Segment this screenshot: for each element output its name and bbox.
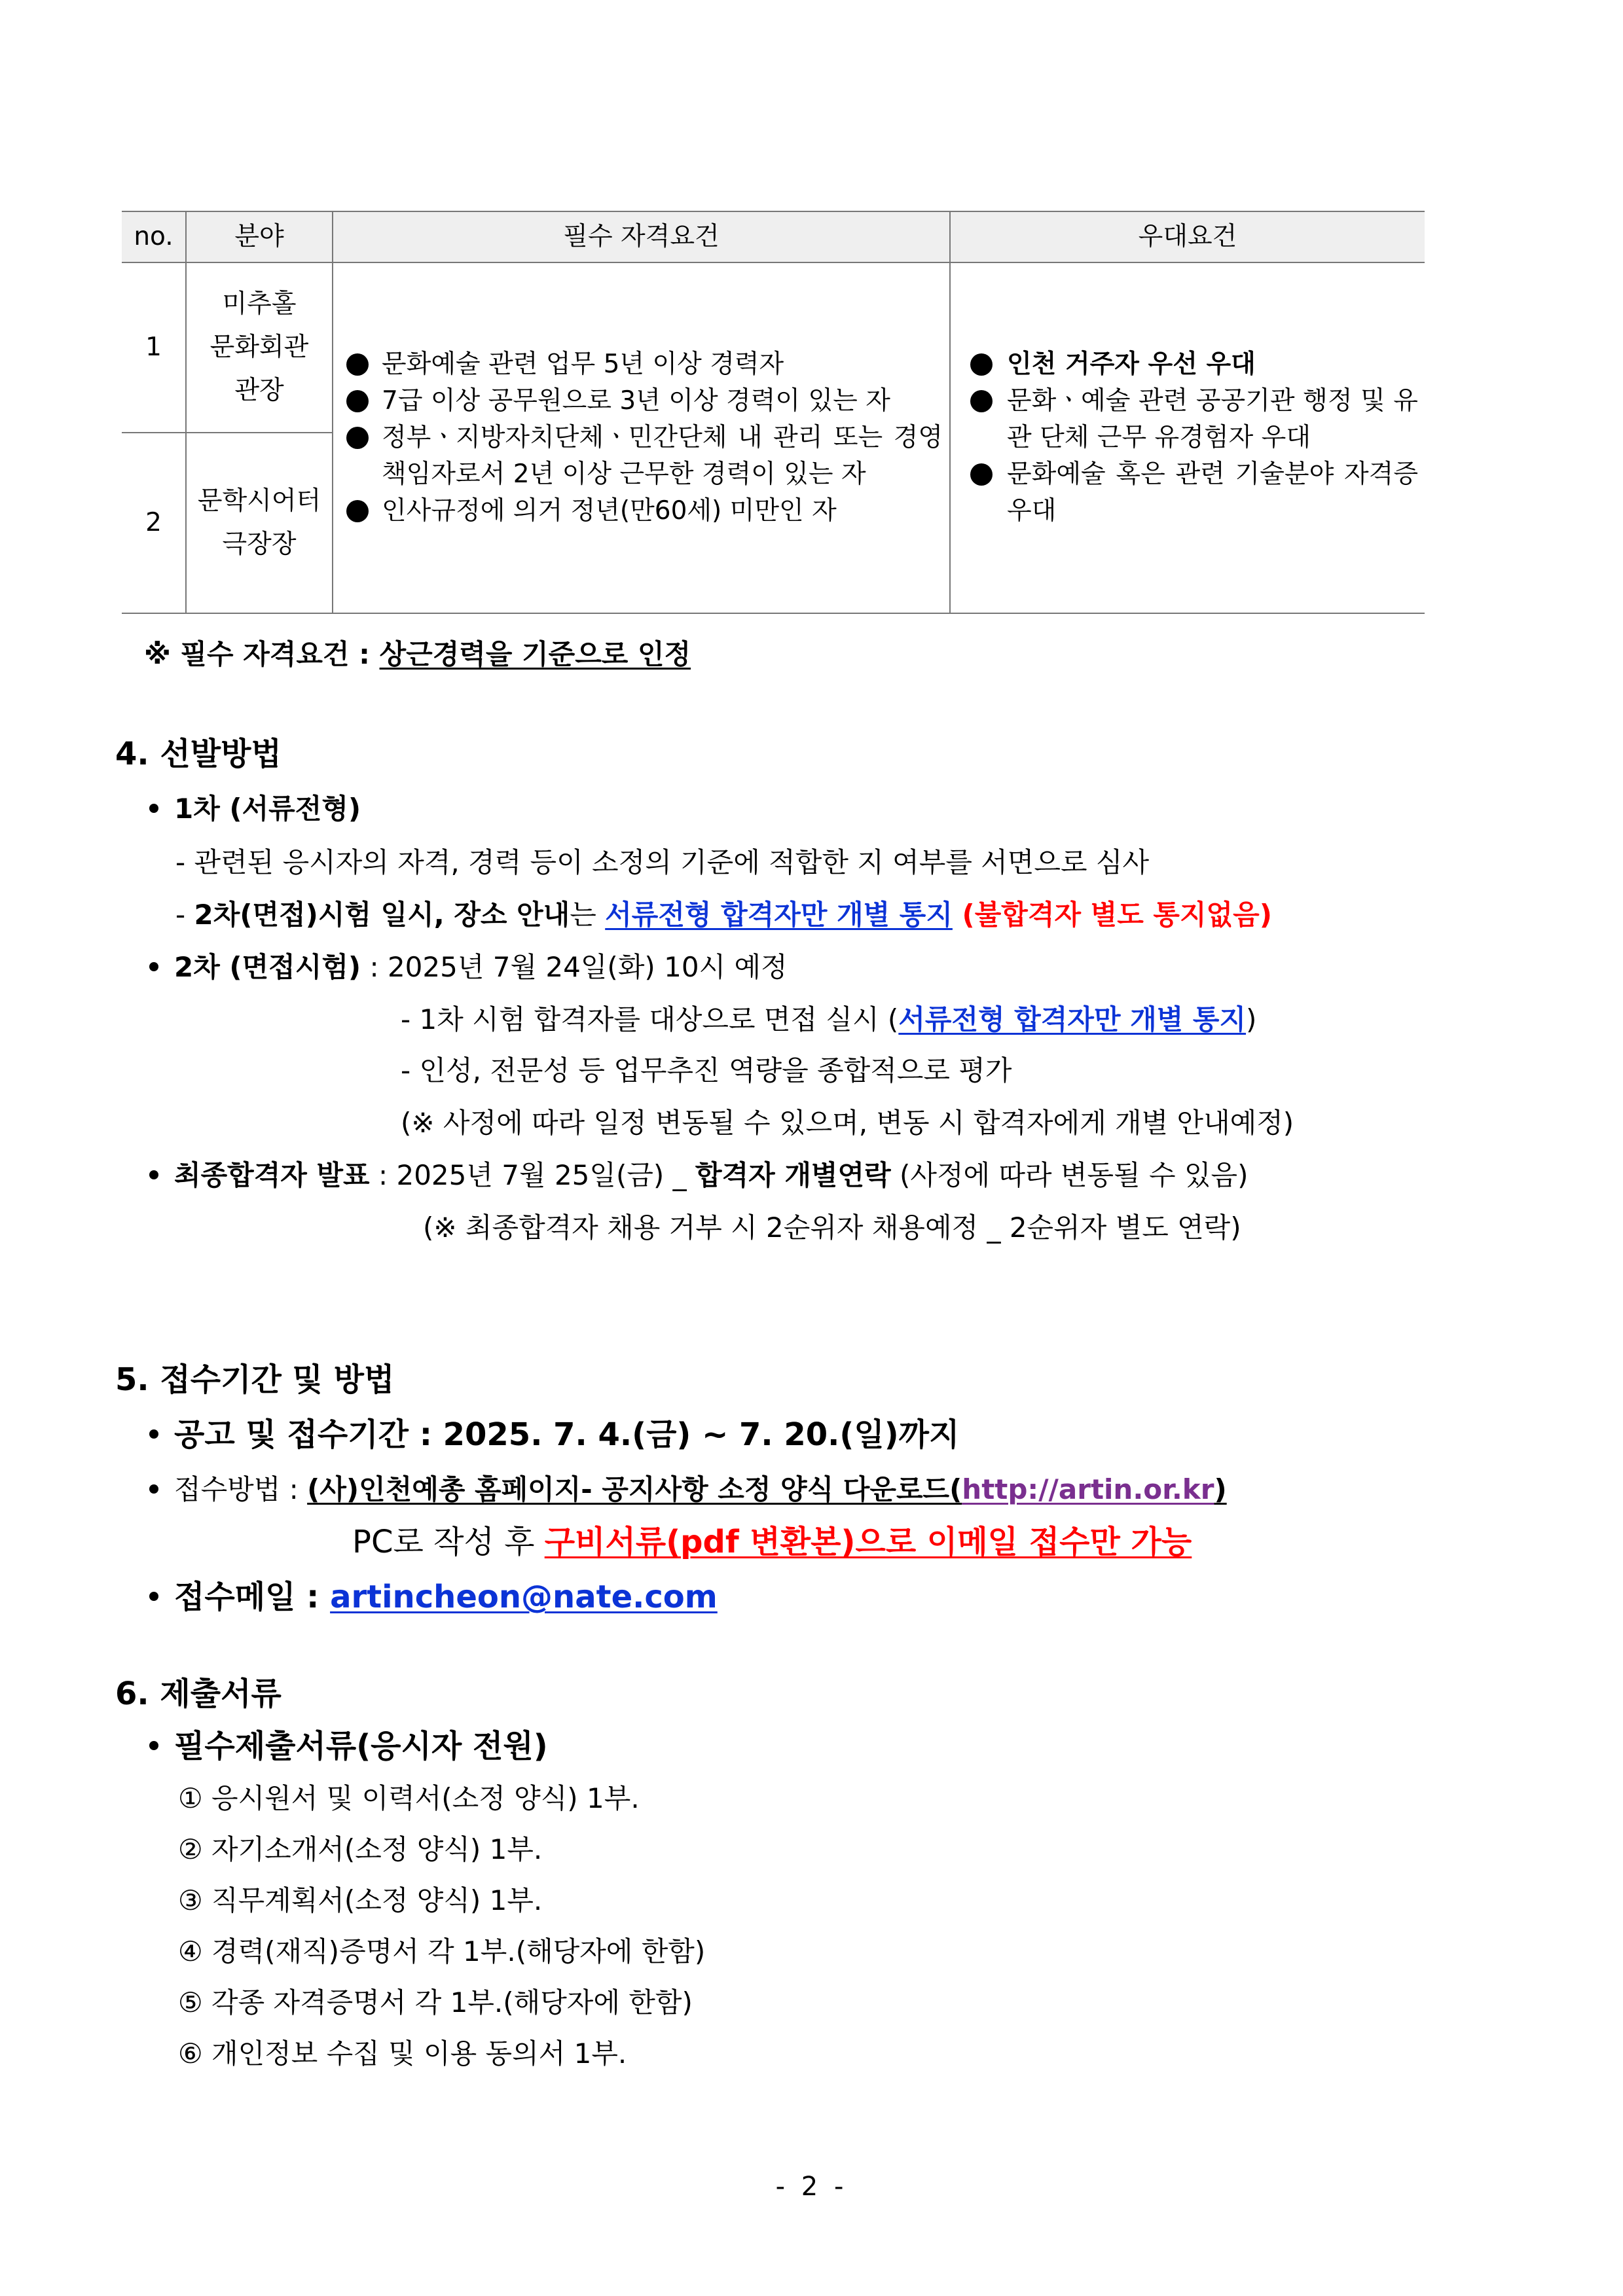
- step1-line2: [175, 897, 1272, 933]
- method-line2: [352, 1524, 1192, 1562]
- doc-item: ⑤ 각종 자격증명서 각 1부.(해당자에 한함): [178, 1986, 693, 2018]
- homepage-link[interactable]: http://artin.or.kr: [962, 1473, 1214, 1505]
- final-label: 최종합격자 발표: [174, 1159, 370, 1191]
- row-field: [186, 433, 333, 613]
- field-line: 미추홀: [222, 289, 297, 319]
- doc-item: ② 자기소개서(소정 양식) 1부.: [178, 1833, 543, 1865]
- method-close: ): [1214, 1473, 1227, 1505]
- header-no: no.: [122, 211, 186, 262]
- step2-line1-prefix: - 1차 시험 합격자를 대상으로 면접 실시 (: [401, 1003, 899, 1035]
- row-no: 1: [122, 262, 186, 433]
- step2-line1-notice: 서류전형 합격자만 개별 통지: [898, 1003, 1247, 1035]
- bullet-dot-icon: [149, 1170, 158, 1179]
- section5-heading: 5. 접수기간 및 방법: [115, 1361, 395, 1398]
- list-item: 7급 이상 공무원으로 3년 이상 경력이 있는 자: [344, 383, 943, 420]
- table-row: [122, 262, 1425, 433]
- list-item: 인천 거주자 우선 우대: [970, 346, 1418, 383]
- step2-label: 2차 (면접시험): [174, 951, 361, 983]
- list-item: 정부ㆍ지방자치단체ㆍ민간단체 내 관리 또는 경영책임자로서 2년 이상 근무한 경력이 있는 자: [344, 420, 943, 493]
- step2-item: [149, 949, 788, 986]
- docs-sub-label: 필수제출서류(응시자 전원): [174, 1728, 548, 1765]
- email-label: 접수메일 :: [174, 1579, 331, 1615]
- period-text: 공고 및 접수기간 : 2025. 7. 4.(금) ~ 7. 20.(일)까지: [174, 1416, 960, 1453]
- doc-item: ③ 직무계획서(소정 양식) 1부.: [178, 1884, 543, 1916]
- pass-notice: 서류전형 합격자만 개별 통지: [605, 899, 953, 931]
- bullet-dot-icon: [149, 804, 158, 813]
- required-cell: [333, 262, 950, 613]
- step1-item: [149, 791, 361, 827]
- section4-heading: 4. 선발방법: [115, 736, 282, 772]
- step2-line1-suffix: ): [1246, 1003, 1257, 1035]
- bullet-dot-icon: [149, 1592, 158, 1601]
- header-preferred: 우대요건: [950, 211, 1425, 262]
- period-item: [149, 1416, 959, 1453]
- doc-item: ④ 경력(재직)증명서 각 1부.(해당자에 한함): [178, 1935, 706, 1967]
- bullet-dot-icon: [149, 1429, 158, 1439]
- final-contact: 합격자 개별연락: [695, 1159, 891, 1191]
- method-label: 접수방법 :: [174, 1473, 308, 1505]
- requirements-table: [122, 211, 1425, 614]
- method-line2-red: 구비서류(pdf 변환본)으로 이메일 접수만 가능: [544, 1524, 1192, 1560]
- method-line2-prefix: PC로 작성 후: [352, 1524, 545, 1560]
- preferred-cell: [950, 262, 1425, 613]
- step2-line1: [401, 1001, 1256, 1038]
- step2-date: : 2025년 7월 24일(화) 10시 예정: [361, 951, 788, 983]
- final-item: [149, 1157, 1248, 1194]
- preferred-list: [970, 346, 1418, 529]
- final-date: : 2025년 7월 25일(금) _: [369, 1159, 696, 1191]
- section6-heading: 6. 제출서류: [115, 1676, 282, 1712]
- email-item: [149, 1579, 718, 1615]
- final-note: (※ 최종합격자 채용 거부 시 2순위자 채용예정 _ 2순위자 별도 연락): [423, 1211, 1241, 1244]
- method-item: [149, 1471, 1227, 1508]
- email-link[interactable]: artincheon@nate.com: [330, 1579, 718, 1615]
- step2-line3: (※ 사정에 따라 일정 변동될 수 있으며, 변동 시 합격자에게 개별 안내예정): [401, 1107, 1294, 1139]
- method-bold: (사)인천예총 홈페이지- 공지사항 소정 양식 다운로드(: [307, 1473, 962, 1505]
- required-list: [344, 346, 943, 529]
- note-underlined: 상근경력을 기준으로 인정: [379, 638, 691, 670]
- row-no: 2: [122, 433, 186, 613]
- note-prefix: ※ 필수 자격요건 :: [144, 638, 380, 670]
- list-item: 문화ㆍ예술 관련 공공기관 행정 및 유관 단체 근무 유경험자 우대: [970, 383, 1418, 456]
- list-item: 인사규정에 의거 정년(만60세) 미만인 자: [344, 493, 943, 529]
- row-field: [186, 262, 333, 433]
- doc-item: ⑥ 개인정보 수집 및 이용 동의서 1부.: [178, 2037, 627, 2070]
- interview-notice: 2차(면접)시험 일시, 장소 안내: [194, 899, 570, 931]
- final-suffix: (사정에 따라 변동될 수 있음): [890, 1159, 1249, 1191]
- step1-line2-prefix: -: [175, 899, 194, 931]
- step1-label: 1차 (서류전형): [174, 793, 361, 825]
- doc-item: ① 응시원서 및 이력서(소정 양식) 1부.: [178, 1782, 640, 1814]
- page-number: - 2 -: [775, 2172, 848, 2202]
- bullet-dot-icon: [149, 1484, 158, 1494]
- docs-sub-item: [149, 1728, 548, 1765]
- step1-line2-mid: 는: [570, 899, 606, 931]
- fail-notice: (불합격자 별도 통지없음): [952, 899, 1272, 931]
- required-note: [144, 636, 691, 673]
- list-item: 문화예술 혹은 관련 기술분야 자격증 우대: [970, 456, 1418, 529]
- bullet-dot-icon: [149, 962, 158, 971]
- list-item: 문화예술 관련 업무 5년 이상 경력자: [344, 346, 943, 383]
- step2-line2: - 인성, 전문성 등 업무추진 역량을 종합적으로 평가: [401, 1054, 1012, 1086]
- field-line: 문학시어터: [197, 486, 321, 516]
- table-header-row: [122, 211, 1425, 262]
- bullet-dot-icon: [149, 1741, 158, 1750]
- header-field: 분야: [186, 211, 333, 262]
- field-line: 관장: [234, 376, 284, 405]
- step1-line1: - 관련된 응시자의 자격, 경력 등이 소정의 기준에 적합한 지 여부를 서면으로 심사: [175, 846, 1150, 878]
- field-line: 문화회관: [210, 332, 309, 362]
- field-line: 극장장: [222, 529, 297, 559]
- header-required: 필수 자격요건: [333, 211, 950, 262]
